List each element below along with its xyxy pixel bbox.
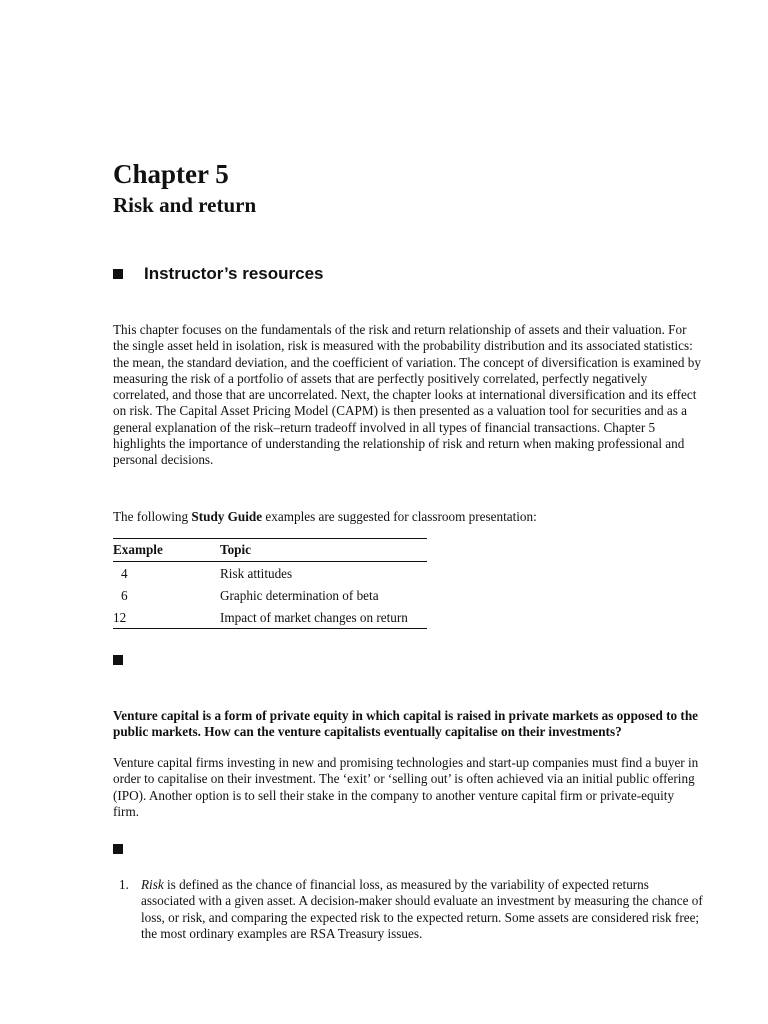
header-topic: Topic	[220, 539, 427, 562]
square-bullet-icon	[113, 655, 123, 665]
study-guide-line	[113, 509, 537, 525]
section-marker	[113, 844, 144, 854]
list-body: is defined as the chance of financial loss, as measured by the variability of expected returns associated with a given asset. A decision-maker should evaluate an investment by measuring the chance of loss, or risk, and comparing the expected risk to the expected return. Some assets are considered risk free; the most ordinary examples are RSA Treasury issues.	[141, 877, 703, 941]
example-topic: Risk attitudes	[220, 565, 293, 581]
table-row	[113, 606, 427, 629]
list-number: 1.	[119, 877, 129, 892]
example-number: 4	[121, 565, 128, 581]
table-row	[113, 584, 427, 606]
section-marker	[113, 655, 144, 665]
example-number: 12	[113, 606, 220, 629]
list-text	[141, 877, 703, 942]
square-bullet-icon	[113, 844, 123, 854]
question-text: Venture capital is a form of private equity in which capital is raised in private markets as opposed to the public markets. How can the venture capitalists eventually capitalise on their investments?	[113, 708, 699, 740]
study-guide-bold: Study Guide	[191, 509, 263, 524]
chapter-title: Chapter 5	[113, 159, 229, 189]
section-heading-label: Instructor’s resources	[144, 264, 324, 283]
table-header-row	[113, 539, 427, 562]
instructors-resources-heading	[113, 263, 324, 285]
study-guide-suffix: examples are suggested for classroom presentation:	[262, 509, 537, 524]
list-item	[119, 877, 703, 942]
examples-table	[113, 538, 427, 629]
example-topic: Impact of market changes on return	[220, 606, 427, 629]
answer-paragraph: Venture capital firms investing in new and promising technologies and start-up companies must find a buyer in order to capitalise on their investment. The ‘exit’ or ‘selling out’ is often achieved via an initial public offering (IPO). Another option is to sell their stake in the company to another venture capital firm or private-equity firm.	[113, 755, 699, 819]
header-example: Example	[113, 539, 220, 562]
example-number: 6	[121, 587, 128, 603]
intro-paragraph: This chapter focuses on the fundamentals of the risk and return relationship of assets and their valuation. For the single asset held in isolation, risk is measured with the probability distribution and its associated statistics: the mean, the standard deviation, and the coefficient of variation. The concept of diversification is examined by measuring the risk of a portfolio of assets that are perfectly positively correlated, perfectly negatively correlated, and those that are uncorrelated. Next, the chapter looks at international diversification and its effect on risk. The Capital Asset Pricing Model (CAPM) is then presented as a valuation tool for securities and as a general explanation of the risk–return tradeoff involved in all types of financial transactions. Chapter 5 highlights the importance of understanding the relationship of risk and return when making professional and personal decisions.	[113, 322, 701, 468]
example-topic: Graphic determination of beta	[220, 587, 379, 603]
table-row	[113, 562, 427, 585]
chapter-subtitle: Risk and return	[113, 193, 257, 217]
square-bullet-icon	[113, 269, 123, 279]
study-guide-prefix: The following	[113, 509, 192, 524]
list-term: Risk	[141, 877, 164, 892]
